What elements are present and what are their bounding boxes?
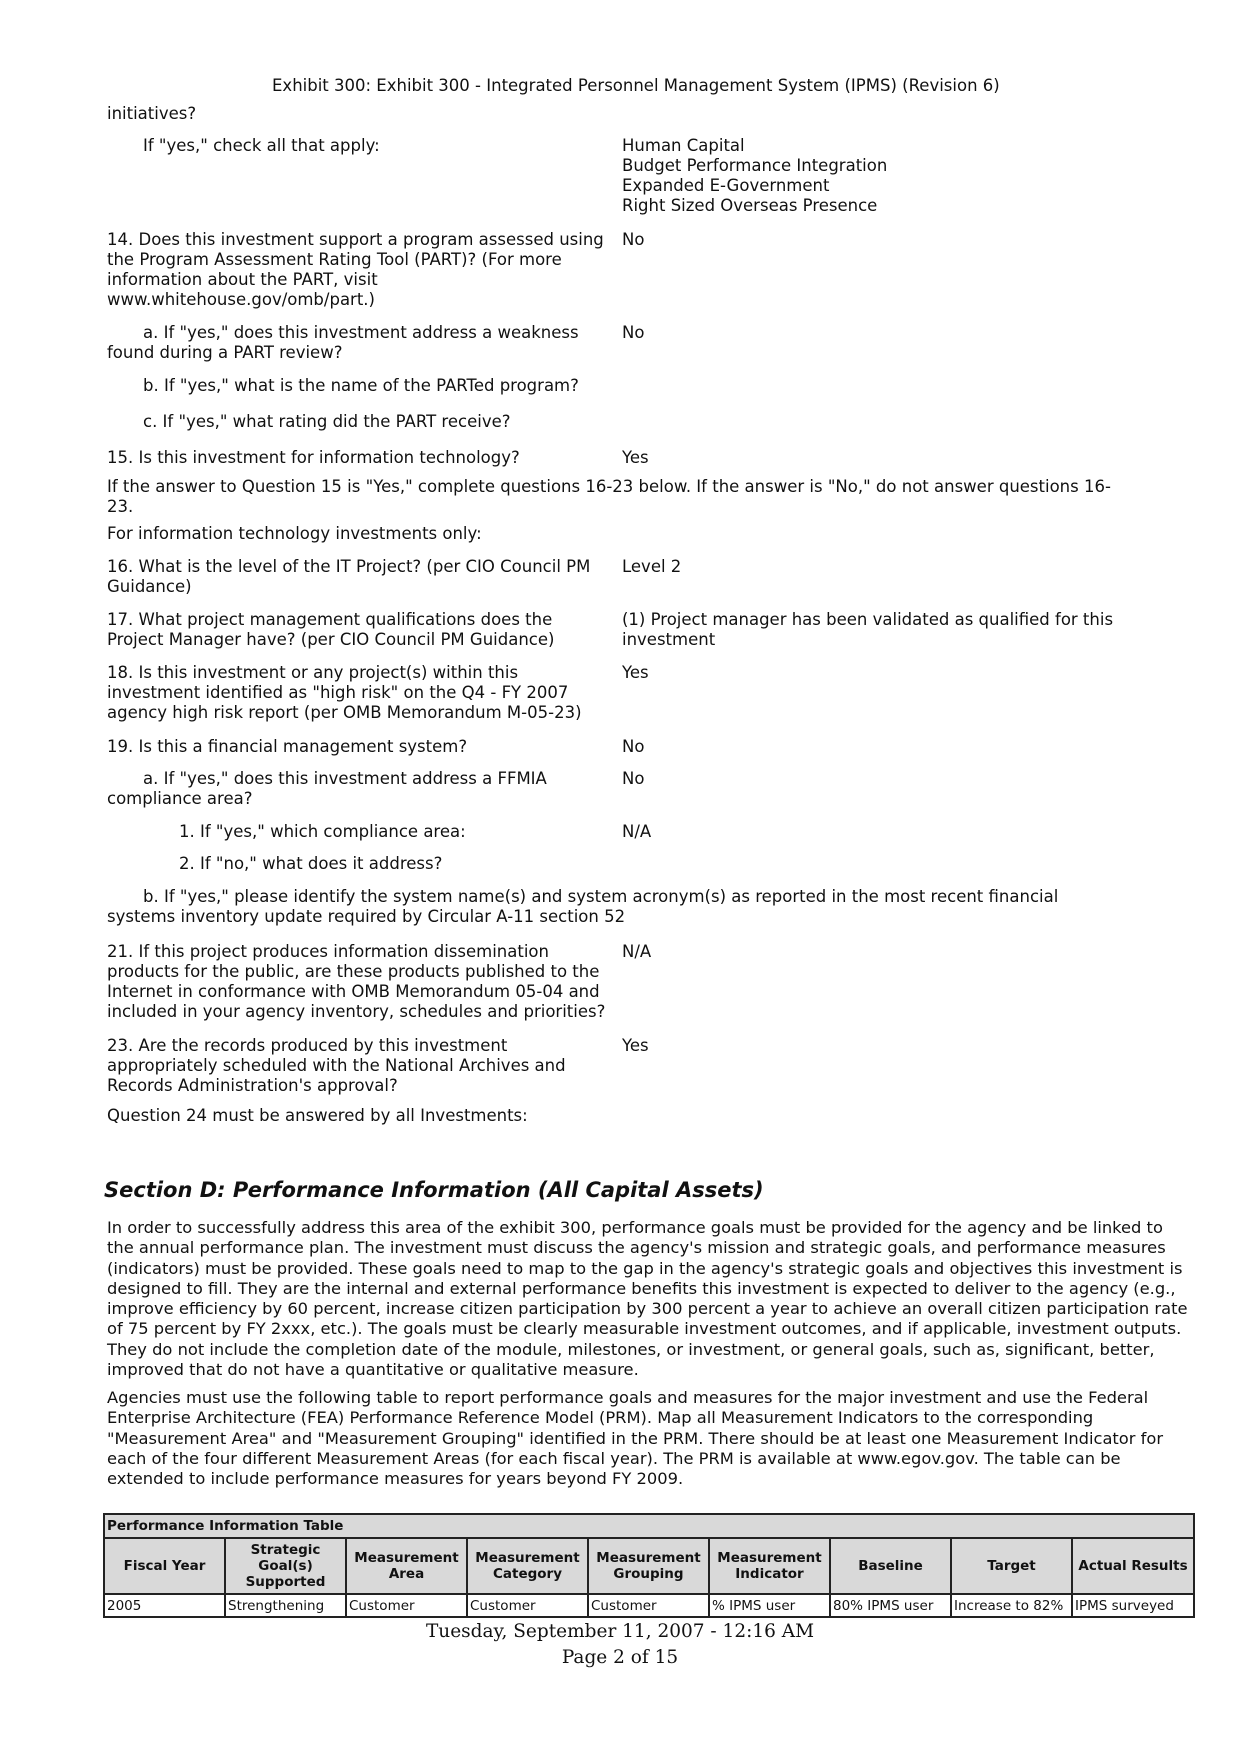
column-header: Measurement Grouping: [588, 1538, 709, 1594]
column-header: Measurement Area: [346, 1538, 467, 1594]
table-cell: Increase to 82%: [951, 1594, 1072, 1617]
table-cell: 80% IPMS user: [830, 1594, 951, 1617]
q19a1-answer: N/A: [622, 822, 652, 841]
q23-answer: Yes: [622, 1036, 649, 1055]
section-d-title: Section D: Performance Information (All Capital Assets): [104, 1178, 764, 1202]
table-row: [104, 1594, 1194, 1617]
q13a-answer-item: Right Sized Overseas Presence: [622, 196, 878, 215]
q21-answer: N/A: [622, 942, 652, 961]
q14-answer: No: [622, 230, 645, 249]
q17-answer: (1) Project manager has been validated as qualified for this investment: [622, 610, 1114, 649]
note-q15: If the answer to Question 15 is "Yes," complete questions 16-23 below. If the answer is "No," do not answer questions 16-23.: [107, 477, 1111, 516]
q19b-label: b. If "yes," please identify the system name(s) and system acronym(s) as reported in the most recent financial systems inventory update required by Circular A-11 section 52: [107, 887, 1059, 926]
footer-page-number: Page 2 of 15: [561, 1647, 679, 1668]
q14b-label: b. If "yes," what is the name of the PARTed program?: [143, 376, 579, 395]
q15-answer: Yes: [622, 448, 649, 467]
q19a1-label: 1. If "yes," which compliance area:: [179, 822, 466, 841]
q14a-label: a. If "yes," does this investment address a weakness found during a PART review?: [107, 323, 579, 362]
q17-label: 17. What project management qualifications does the Project Manager have? (per CIO Council PM Guidance): [107, 610, 555, 649]
column-header: Baseline: [830, 1538, 951, 1594]
q15-label: 15. Is this investment for information technology?: [107, 448, 520, 467]
table-cell: Strengthening: [225, 1594, 346, 1617]
performance-information-table: [103, 1513, 1195, 1618]
column-header: Strategic Goal(s) Supported: [225, 1538, 346, 1594]
table-cell: % IPMS user: [709, 1594, 830, 1617]
page-header: Exhibit 300: Exhibit 300 - Integrated Personnel Management System (IPMS) (Revision 6): [272, 76, 1000, 95]
it-only-note: For information technology investments only:: [107, 524, 482, 543]
q23-label: 23. Are the records produced by this investment appropriately scheduled with the National Archives and Records Administration's approval?: [107, 1036, 566, 1095]
column-header: Actual Results: [1072, 1538, 1194, 1594]
q14-label: 14. Does this investment support a program assessed using the Program Assessment Rating Tool (PART)? (For more information about the PART, visit www.whitehouse.gov/omb/part.): [107, 230, 604, 309]
table-header-row: [104, 1538, 1194, 1594]
section-d-paragraph-1: In order to successfully address this area of the exhibit 300, performance goals must be provided for the agency and be linked to the annual performance plan. The investment must discuss the agency's mission and strategic goals, and performance measures (indicators) must be provided. These goals need to map to the gap in the agency's strategic goals and objectives this investment is designed to fill. They are the internal and external performance benefits this investment is expected to deliver to the agency (e.g., improve efficiency by 60 percent, increase citizen participation by 300 percent a year to achieve an overall citizen participation rate of 75 percent by FY 2xxx, etc.). The goals must be clearly measurable investment outcomes, and if applicable, investment outputs. They do not include the completion date of the module, milestones, or investment, or general goals, such as, significant, better, improved that do not have a quantitative or qualitative measure.: [107, 1218, 1188, 1380]
table-cell: Customer: [467, 1594, 588, 1617]
q21-label: 21. If this project produces information dissemination products for the public, are these products published to the Internet in conformance with OMB Memorandum 05-04 and included in your agency inventory, schedules and priorities?: [107, 942, 606, 1021]
q18-label: 18. Is this investment or any project(s) within this investment identified as "high risk" on the Q4 - FY 2007 agency high risk report (per OMB Memorandum M-05-23): [107, 663, 582, 722]
q13a-answer-item: Human Capital: [622, 136, 745, 155]
column-header: Measurement Indicator: [709, 1538, 830, 1594]
intro-tail: initiatives?: [107, 104, 197, 123]
q19-label: 19. Is this a financial management system?: [107, 737, 468, 756]
q16-answer: Level 2: [622, 557, 682, 576]
q24-note: Question 24 must be answered by all Investments:: [107, 1106, 528, 1125]
column-header: Target: [951, 1538, 1072, 1594]
q18-answer: Yes: [622, 663, 649, 682]
table-cell: IPMS surveyed: [1072, 1594, 1194, 1617]
column-header: Measurement Category: [467, 1538, 588, 1594]
table-cell: Customer: [588, 1594, 709, 1617]
q19a2-label: 2. If "no," what does it address?: [179, 854, 443, 873]
q16-label: 16. What is the level of the IT Project? (per CIO Council PM Guidance): [107, 557, 591, 596]
q19a-answer: No: [622, 769, 645, 788]
column-header: Fiscal Year: [104, 1538, 225, 1594]
q13a-answer-item: Expanded E-Government: [622, 176, 830, 195]
table-caption: Performance Information Table: [104, 1514, 1194, 1538]
section-d-paragraph-2: Agencies must use the following table to report performance goals and measures for the major investment and use the Federal Enterprise Architecture (FEA) Performance Reference Model (PRM). Map all Measurement Indicators to the corresponding "Measurement Area" and "Measurement Grouping" identified in the PRM. There should be at least one Measurement Indicator for each of the four different Measurement Areas (for each fiscal year). The PRM is available at www.egov.gov. The table can be extended to include performance measures for years beyond FY 2009.: [107, 1388, 1164, 1489]
q13a-answer-item: Budget Performance Integration: [622, 156, 888, 175]
q19a-label: a. If "yes," does this investment address a FFMIA compliance area?: [107, 769, 547, 808]
q14a-answer: No: [622, 323, 645, 342]
footer-date: Tuesday, September 11, 2007 - 12:16 AM: [425, 1621, 815, 1642]
q13a-answers: [622, 136, 1142, 216]
q13a-label: If "yes," check all that apply:: [143, 136, 380, 155]
table-cell: 2005: [104, 1594, 225, 1617]
q14c-label: c. If "yes," what rating did the PART receive?: [143, 412, 511, 431]
table-cell: Customer: [346, 1594, 467, 1617]
q19-answer: No: [622, 737, 645, 756]
